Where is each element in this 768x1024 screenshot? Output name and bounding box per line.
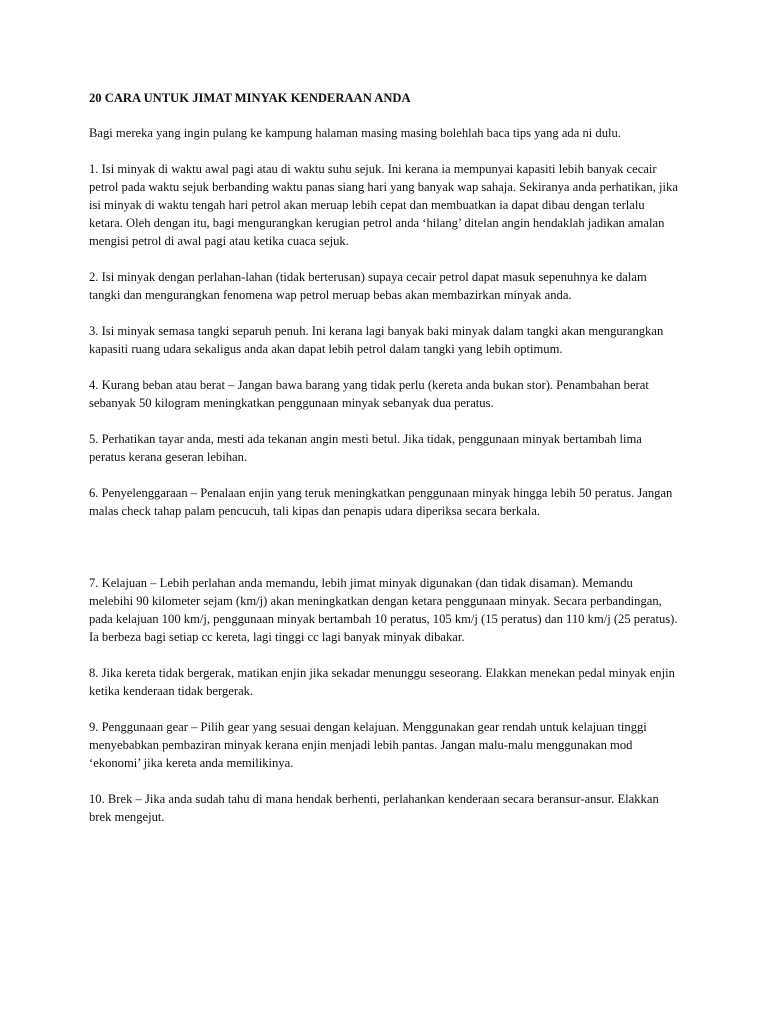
tip-paragraph-1: 1. Isi minyak di waktu awal pagi atau di waktu suhu sejuk. Ini kerana ia mempunyai kapasiti lebih banyak cecair petrol pada waktu sejuk berbanding waktu panas siang hari yang banyak wap sahaja. Sekiranya anda perhatikan, jika isi minyak di waktu tengah hari petrol akan meruap lebih cepat dan membuatkan ia dapat dibau dengan terlalu ketara. Oleh dengan itu, bagi mengurangkan kerugian petrol anda ‘hilang’ ditelan angin hendaklah jadikan amalan mengisi petrol di awal pagi atau ketika cuaca sejuk. <box>89 162 678 248</box>
tip-paragraph-2: 2. Isi minyak dengan perlahan-lahan (tidak berterusan) supaya cecair petrol dapat masuk sepenuhnya ke dalam tangki dan mengurangkan fenomena wap petrol meruap bebas akan membazirkan minyak anda. <box>89 270 647 302</box>
tip-paragraph-6: 6. Penyelenggaraan – Penalaan enjin yang teruk meningkatkan penggunaan minyak hingga lebih 50 peratus. Jangan malas check tahap palam pencucuh, tali kipas dan penapis udara diperiksa secara berkala. <box>89 486 673 518</box>
tip-paragraph-7: 7. Kelajuan – Lebih perlahan anda memandu, lebih jimat minyak digunakan (dan tidak disaman). Memandu melebihi 90 kilometer sejam (km/j) akan meningkatkan dengan ketara penggunaan minyak. Secara perbandingan, pada kelajuan 100 km/j, penggunaan minyak bertambah 10 peratus, 105 km/j (15 peratus) dan 110 km/j (25 peratus). Ia berbeza bagi setiap cc kereta, lagi tinggi cc lagi banyak minyak dibakar. <box>89 576 678 644</box>
tip-paragraph-5: 5. Perhatikan tayar anda, mesti ada tekanan angin mesti betul. Jika tidak, penggunaan minyak bertambah lima peratus kerana geseran lebihan. <box>89 432 642 464</box>
document-page <box>89 89 679 844</box>
intro-paragraph: Bagi mereka yang ingin pulang ke kampung halaman masing masing bolehlah baca tips yang ada ni dulu. <box>89 126 621 140</box>
tip-paragraph-10: 10. Brek – Jika anda sudah tahu di mana hendak berhenti, perlahankan kenderaan secara beransur-ansur. Elakkan brek mengejut. <box>89 792 659 824</box>
document-title: 20 CARA UNTUK JIMAT MINYAK KENDERAAN ANDA <box>89 91 411 105</box>
tip-paragraph-3: 3. Isi minyak semasa tangki separuh penuh. Ini kerana lagi banyak baki minyak dalam tangki akan mengurangkan kapasiti ruang udara sekaligus anda akan dapat lebih petrol dalam tangki yang lebih optimum. <box>89 324 664 356</box>
tip-paragraph-9: 9. Penggunaan gear – Pilih gear yang sesuai dengan kelajuan. Menggunakan gear rendah untuk kelajuan tinggi menyebabkan pembaziran minyak kerana enjin menjadi lebih pantas. Jangan malu-malu menggunakan mod ‘ekonomi’ jika kereta anda memilikinya. <box>89 720 647 770</box>
tip-paragraph-8: 8. Jika kereta tidak bergerak, matikan enjin jika sekadar menunggu seseorang. Elakkan menekan pedal minyak enjin ketika kenderaan tidak bergerak. <box>89 666 675 698</box>
tip-paragraph-4: 4. Kurang beban atau berat – Jangan bawa barang yang tidak perlu (kereta anda bukan stor). Penambahan berat sebanyak 50 kilogram meningkatkan penggunaan minyak sebanyak dua peratus. <box>89 378 649 410</box>
blank-space <box>89 538 679 574</box>
